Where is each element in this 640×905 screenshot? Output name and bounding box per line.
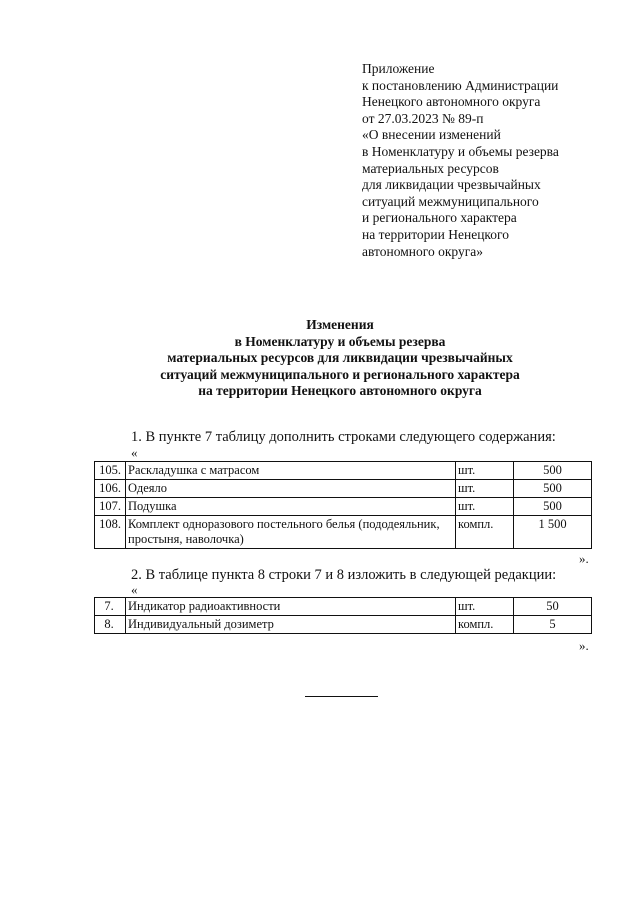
row-unit: шт.: [456, 462, 514, 480]
section1-table: [94, 461, 592, 549]
title-line: на территории Ненецкого автономного округа: [198, 383, 482, 398]
row-quantity: 1 500: [514, 516, 592, 549]
row-item-name: Индивидуальный дозиметр: [126, 616, 456, 634]
appendix-block: [362, 61, 612, 260]
row-number: 8.: [95, 616, 126, 634]
row-unit: шт.: [456, 480, 514, 498]
section1-text: 1. В пункте 7 таблицу дополнить строками следующего содержания:: [131, 429, 556, 445]
row-unit: шт.: [456, 598, 514, 616]
row-number: 108.: [95, 516, 126, 549]
row-quantity: 50: [514, 598, 592, 616]
row-number: 107.: [95, 498, 126, 516]
row-number: 105.: [95, 462, 126, 480]
title-line: ситуаций межмуниципального и регионального характера: [160, 366, 520, 382]
row-quantity: 500: [514, 462, 592, 480]
title-line: в Номенклатуру и объемы резерва: [234, 333, 446, 349]
appendix-line: автономного округа»: [362, 243, 483, 259]
row-item-name: Комплект одноразового постельного белья (пододеяльник, простыня, наволочка): [126, 516, 456, 549]
section2-open-quote: «: [131, 582, 138, 597]
row-unit: шт.: [456, 498, 514, 516]
section2-table: [94, 597, 592, 634]
row-unit: компл.: [456, 516, 514, 549]
table-row: [95, 462, 592, 480]
row-quantity: 500: [514, 498, 592, 516]
title-line: материальных ресурсов для ликвидации чрезвычайных: [167, 350, 513, 365]
appendix-line: и регионального характера: [362, 210, 517, 226]
appendix-line: ситуаций межмуниципального: [362, 193, 539, 209]
title-line: Изменения: [306, 317, 374, 332]
row-unit: компл.: [456, 616, 514, 634]
document-title: [80, 317, 600, 400]
section2-text: 2. В таблице пункта 8 строки 7 и 8 изложить в следующей редакции:: [131, 567, 557, 583]
row-item-name: Одеяло: [126, 480, 456, 498]
appendix-line: Ненецкого автономного округа: [362, 94, 541, 110]
appendix-line: материальных ресурсов: [362, 160, 499, 176]
appendix-line: для ликвидации чрезвычайных: [362, 177, 541, 193]
closing-divider: [305, 696, 378, 697]
appendix-line: к постановлению Администрации: [362, 77, 559, 93]
row-quantity: 500: [514, 480, 592, 498]
appendix-line: от 27.03.2023 № 89-п: [362, 110, 484, 126]
appendix-line: «О внесении изменений: [362, 127, 501, 143]
appendix-line: Приложение: [362, 61, 435, 76]
section1-open-quote: «: [131, 445, 138, 460]
section1-close-quote: ».: [579, 551, 589, 566]
row-item-name: Индикатор радиоактивности: [126, 598, 456, 616]
row-quantity: 5: [514, 616, 592, 634]
table-row: [95, 516, 592, 549]
table-row: [95, 498, 592, 516]
table-row: [95, 480, 592, 498]
table-row: [95, 616, 592, 634]
row-item-name: Раскладушка с матрасом: [126, 462, 456, 480]
table-row: [95, 598, 592, 616]
row-item-name: Подушка: [126, 498, 456, 516]
row-number: 106.: [95, 480, 126, 498]
appendix-line: на территории Ненецкого: [362, 226, 510, 242]
section2-close-quote: ».: [579, 638, 589, 653]
appendix-line: в Номенклатуру и объемы резерва: [362, 143, 559, 159]
row-number: 7.: [95, 598, 126, 616]
